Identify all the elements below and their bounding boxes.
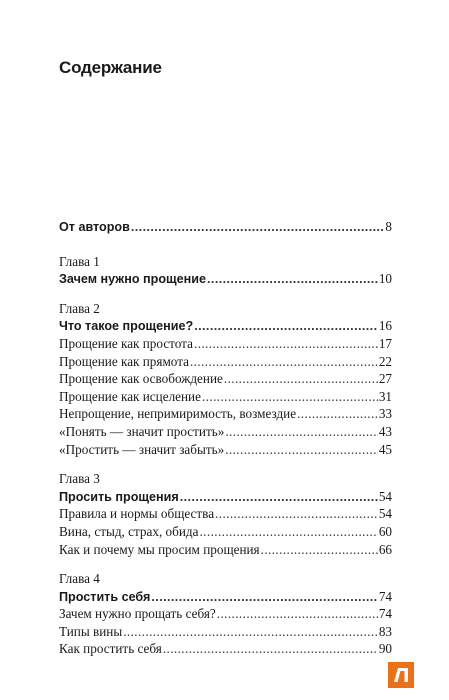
toc-section-entry	[59, 423, 392, 441]
toc-entry-page: 83	[378, 623, 392, 639]
toc-entry-page: 66	[378, 541, 392, 557]
dot-leader	[194, 318, 378, 336]
toc-section-entry	[59, 370, 392, 388]
publisher-logo-icon	[388, 662, 414, 688]
toc-entry-title: Правила и нормы общества	[59, 506, 215, 522]
toc-entry-page: 31	[378, 388, 392, 404]
dot-leader	[261, 541, 378, 559]
dot-leader	[151, 589, 377, 607]
toc-entry-page: 16	[378, 318, 392, 334]
toc-entry-page: 54	[378, 488, 392, 504]
dot-leader	[297, 405, 378, 423]
toc-entry-title: «Понять — значит простить»	[59, 423, 225, 439]
toc-entry-title: Типы вины	[59, 623, 123, 639]
dot-leader	[199, 523, 377, 541]
chapter-title-entry	[59, 270, 392, 288]
chapter-title-entry	[59, 488, 392, 506]
dot-leader	[180, 489, 378, 507]
toc-entry-title: «Простить — значит забыть»	[59, 441, 225, 457]
toc-entry-title: Непрощение, непримиримость, возмездие	[59, 406, 297, 422]
toc-entry-title: Зачем нужно прощать себя?	[59, 606, 216, 622]
chapter-label: Глава 3	[59, 471, 100, 487]
toc-section-entry	[59, 541, 392, 559]
toc-section-entry	[59, 605, 392, 623]
toc-entry-title: Прощение как освобождение	[59, 371, 223, 387]
toc-entry-page: 27	[378, 371, 392, 387]
dot-leader	[215, 505, 378, 523]
toc-section-entry	[59, 523, 392, 541]
toc-entry-page: 54	[378, 506, 392, 522]
dot-leader	[163, 640, 378, 658]
toc-entry-title: От авторов	[59, 220, 130, 234]
toc-entry-title: Как простить себя	[59, 641, 162, 657]
dot-leader	[224, 370, 378, 388]
toc-section-entry	[59, 640, 392, 658]
dot-leader	[131, 219, 385, 237]
toc-entry-page: 74	[378, 588, 392, 604]
toc-section-entry	[59, 623, 392, 641]
dot-leader	[194, 335, 378, 353]
toc-entry-page: 22	[378, 353, 392, 369]
toc-entry-title: Прощение как простота	[59, 335, 193, 351]
toc-entry-page: 8	[385, 219, 392, 234]
toc-section-entry	[59, 405, 392, 423]
toc-entry-page: 10	[378, 271, 392, 287]
toc-entry-title: Вина, стыд, страх, обида	[59, 523, 199, 539]
dot-leader	[207, 271, 378, 289]
page-title: Содержание	[59, 58, 162, 77]
chapter-label: Глава 2	[59, 300, 100, 316]
toc-entry-page: 17	[378, 335, 392, 351]
toc-section-entry	[59, 441, 392, 459]
toc-entry-page: 90	[378, 641, 392, 657]
toc-entry-page: 45	[378, 441, 392, 457]
dot-leader	[225, 423, 377, 441]
dot-leader	[123, 623, 378, 641]
toc-entry-page: 60	[378, 523, 392, 539]
toc-entry-title: Просить прощения	[59, 489, 179, 504]
toc-section-entry	[59, 505, 392, 523]
toc-entry-page: 43	[378, 423, 392, 439]
toc-section-entry	[59, 353, 392, 371]
toc-entry-title: Зачем нужно прощение	[59, 272, 207, 287]
toc-entry-title: Что такое прощение?	[59, 319, 194, 334]
toc-entry-page: 33	[378, 406, 392, 422]
dot-leader	[190, 353, 378, 371]
chapter-title-entry	[59, 317, 392, 335]
chapter-label: Глава 1	[59, 253, 100, 269]
toc-entry-title: Прощение как прямота	[59, 353, 190, 369]
dot-leader	[217, 605, 378, 623]
dot-leader	[225, 441, 378, 459]
chapter-title-entry	[59, 588, 392, 606]
dot-leader	[202, 388, 378, 406]
table-of-contents	[59, 218, 392, 658]
toc-entry-page: 74	[378, 606, 392, 622]
toc-section-entry	[59, 388, 392, 406]
toc-entry-title: Как и почему мы просим прощения	[59, 541, 260, 557]
toc-intro-entry	[59, 218, 392, 236]
toc-section-entry	[59, 335, 392, 353]
toc-entry-title: Прощение как исцеление	[59, 388, 201, 404]
toc-entry-title: Простить себя	[59, 589, 151, 604]
chapter-label: Глава 4	[59, 571, 100, 587]
